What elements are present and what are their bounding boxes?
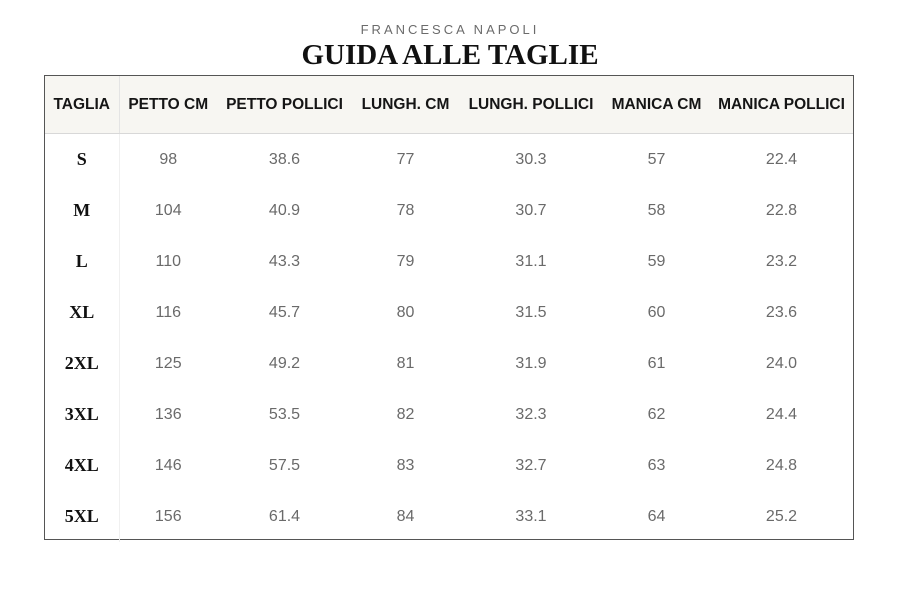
measurement-cell: 156	[154, 507, 182, 525]
table-header	[45, 76, 853, 134]
size-label-cell: M	[45, 185, 119, 236]
table-row	[45, 287, 853, 338]
measurement-cell: 49.2	[268, 354, 301, 372]
measurement-cell: 53.5	[268, 405, 301, 423]
measurement-cell: 31.1	[515, 252, 547, 270]
measurement-cell: 84	[396, 507, 415, 525]
measurement-cell: 31.9	[515, 354, 547, 372]
measurement-cell: 116	[155, 303, 181, 321]
table-row	[45, 236, 853, 287]
measurement-cell: 82	[396, 405, 415, 423]
column-header: LUNGH. CM	[352, 76, 459, 134]
table-row	[45, 134, 853, 186]
measurement-cell: 24.0	[765, 354, 798, 372]
column-header: PETTO POLLICI	[217, 76, 352, 134]
measurement-cell: 79	[396, 252, 415, 270]
measurement-cell: 30.3	[515, 150, 547, 168]
size-chart-table	[45, 76, 853, 542]
size-label-cell: 4XL	[45, 440, 119, 491]
measurement-cell: 24.4	[765, 405, 798, 423]
size-label-cell: XL	[45, 287, 119, 338]
measurement-cell: 30.7	[515, 201, 547, 219]
measurement-cell: 77	[396, 150, 415, 168]
measurement-cell: 81	[396, 354, 415, 372]
size-label-cell: 3XL	[45, 389, 119, 440]
measurement-cell: 98	[159, 150, 178, 168]
measurement-cell: 63	[647, 456, 666, 474]
column-header: MANICA POLLICI	[710, 76, 853, 134]
table-row	[45, 491, 853, 542]
measurement-cell: 58	[647, 201, 666, 219]
measurement-cell: 136	[154, 405, 182, 423]
measurement-cell: 43.3	[268, 252, 301, 270]
measurement-cell: 22.8	[765, 201, 798, 219]
measurement-cell: 61.4	[268, 507, 301, 525]
measurement-cell: 31.5	[515, 303, 547, 321]
measurement-cell: 40.9	[268, 201, 301, 219]
measurement-cell: 32.3	[515, 405, 547, 423]
measurement-cell: 25.2	[765, 507, 798, 525]
measurement-cell: 125	[154, 354, 182, 372]
measurement-cell: 104	[154, 201, 182, 219]
brand-name: FRANCESCA NAPOLI	[360, 22, 540, 37]
measurement-cell: 110	[155, 252, 181, 270]
measurement-cell: 22.4	[765, 150, 798, 168]
size-chart-table-container	[44, 75, 854, 540]
measurement-cell: 57	[647, 150, 666, 168]
measurement-cell: 59	[647, 252, 666, 270]
size-label-cell: 2XL	[45, 338, 119, 389]
measurement-cell: 146	[154, 456, 182, 474]
measurement-cell: 62	[647, 405, 666, 423]
measurement-cell: 32.7	[515, 456, 547, 474]
page-title: GUIDA ALLE TAGLIE	[301, 39, 599, 71]
measurement-cell: 57.5	[268, 456, 301, 474]
measurement-cell: 45.7	[268, 303, 301, 321]
column-header: MANICA CM	[603, 76, 710, 134]
measurement-cell: 24.8	[765, 456, 798, 474]
table-row	[45, 338, 853, 389]
table-row	[45, 389, 853, 440]
table-row	[45, 440, 853, 491]
measurement-cell: 38.6	[268, 150, 301, 168]
size-label-cell: 5XL	[45, 491, 119, 542]
measurement-cell: 64	[647, 507, 666, 525]
measurement-cell: 61	[647, 354, 666, 372]
column-header: PETTO CM	[119, 76, 217, 134]
measurement-cell: 78	[396, 201, 415, 219]
size-label-cell: L	[45, 236, 119, 287]
header-row	[45, 76, 853, 134]
column-header: LUNGH. POLLICI	[459, 76, 603, 134]
table-body	[45, 134, 853, 543]
measurement-cell: 33.1	[515, 507, 547, 525]
measurement-cell: 80	[396, 303, 415, 321]
measurement-cell: 23.2	[765, 252, 798, 270]
measurement-cell: 60	[647, 303, 666, 321]
size-label-cell: S	[45, 134, 119, 186]
measurement-cell: 83	[396, 456, 415, 474]
column-header: TAGLIA	[45, 76, 119, 134]
measurement-cell: 23.6	[765, 303, 798, 321]
table-row	[45, 185, 853, 236]
